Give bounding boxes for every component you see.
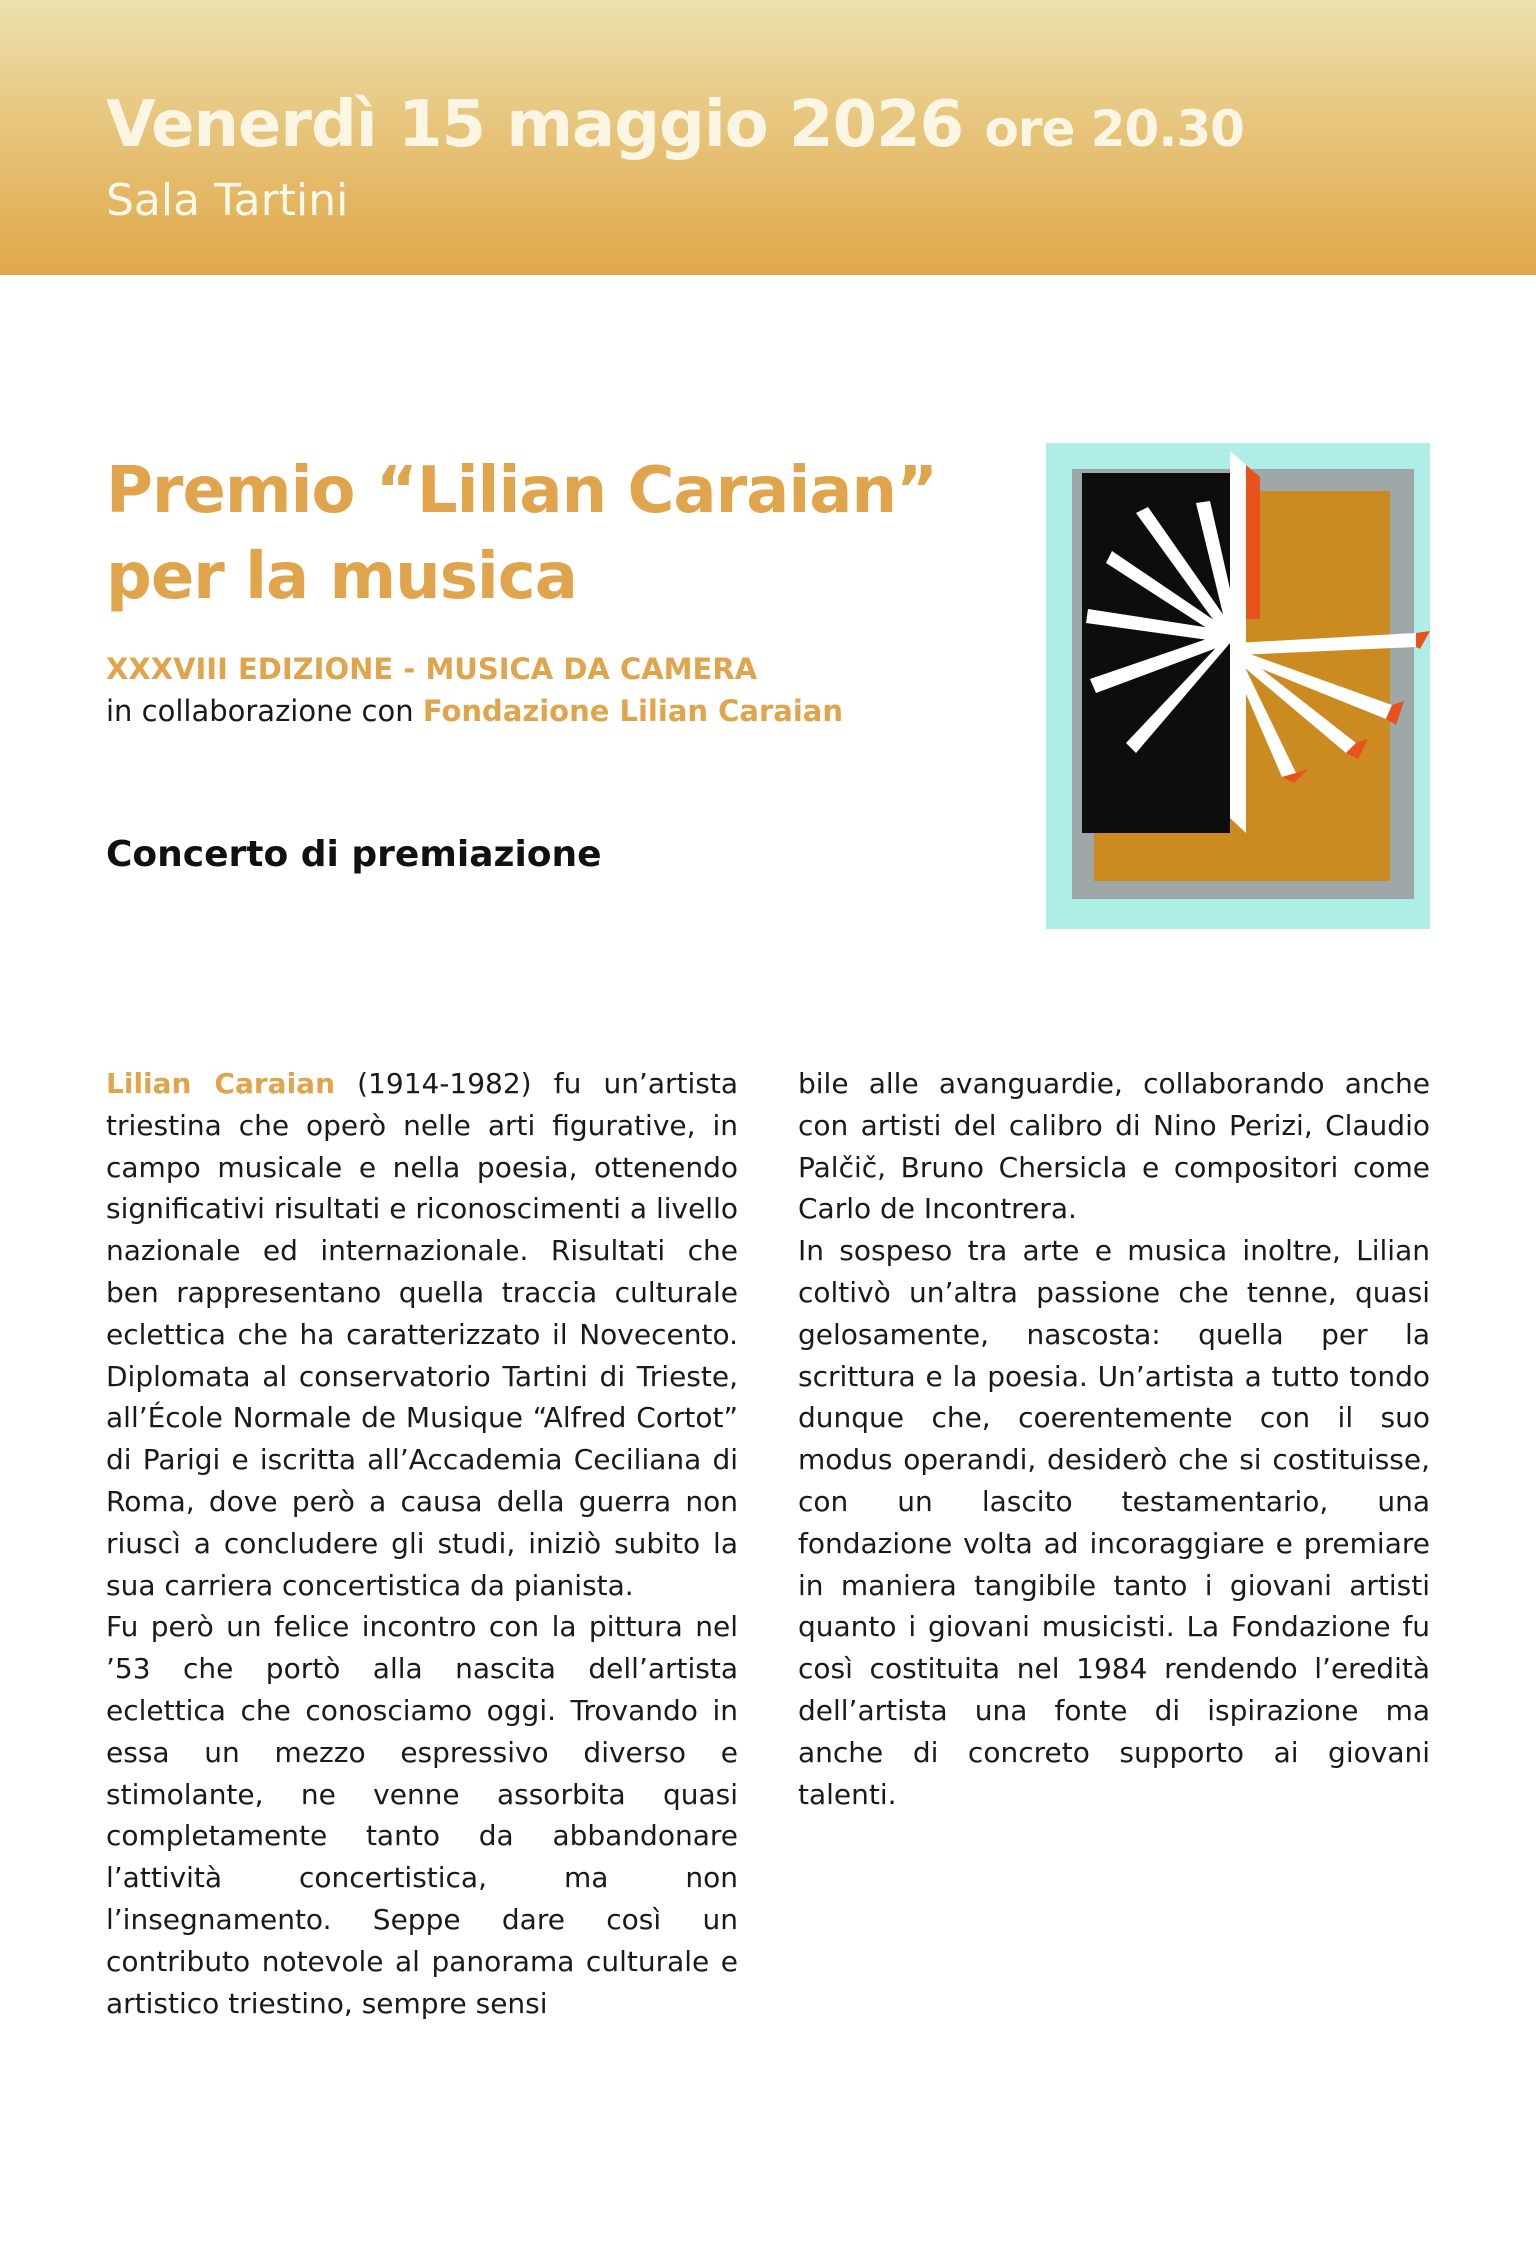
logo-white-bar xyxy=(1230,451,1246,833)
event-time: ore 20.30 xyxy=(984,100,1244,158)
event-title-line-2: per la musica xyxy=(106,540,577,614)
body-column-left xyxy=(106,1063,738,2024)
fondazione-lilian-caraian-logo xyxy=(1046,443,1430,929)
paragraph-2-continued: bile alle avanguardie, collaborando anche con artisti del calibro di Nino Perizi, Claudio Palčič, Bruno Chersicla e compositori come Carlo de Incontrera. xyxy=(798,1067,1430,1226)
event-venue: Sala Tartini xyxy=(106,175,349,226)
event-title xyxy=(106,448,937,620)
collaboration-line xyxy=(106,694,843,728)
edition-label: XXXVIII EDIZIONE - MUSICA DA CAMERA xyxy=(106,652,758,686)
foundation-name: Fondazione Lilian Caraian xyxy=(422,694,844,728)
event-title-line-1: Premio “Lilian Caraian” xyxy=(106,454,938,528)
concert-subtitle: Concerto di premiazione xyxy=(106,834,602,875)
header-banner xyxy=(0,0,1536,275)
body-column-right xyxy=(798,1063,1430,1815)
logo-orange-edge xyxy=(1246,465,1260,619)
paragraph-1-text: (1914-1982) fu un’artista triestina che operò nelle arti figurative, in campo musicale e nella poesia, ottenendo significativi risultati e riconoscimenti a livello nazionale ed internazionale. Risultati che ben rappresentano quella traccia culturale eclettica che ha caratterizzato il Novecento. Diplomata al conservatorio Tartini di Trieste, all’École Normale de Musique “Alfred Cortot” di Parigi e iscritta all’Accademia Ceciliana di Roma, dove però a causa della guerra non riuscì a concludere gli studi, iniziò subito la sua carriera concertistica da pianista. xyxy=(106,1067,738,1602)
collaboration-prefix: in collaborazione con xyxy=(106,694,414,728)
paragraph-1 xyxy=(106,1063,738,1606)
paragraph-3: In sospeso tra arte e musica inoltre, Lilian coltivò un’altra passione che tenne, quasi gelosamente, nascosta: quella per la scrittura e la poesia. Un’artista a tutto tondo dunque che, coerentemente con il suo modus operandi, desiderò che si costituisse, con un lascito testamentario, una fondazione volta ad incoraggiare e premiare in maniera tangibile tanto i giovani artisti quanto i giovani musicisti. La Fondazione fu così costituita nel 1984 rendendo l’eredità dell’artista una fonte di ispirazione ma anche di concreto supporto ai giovani talenti. xyxy=(798,1234,1430,1811)
event-date-day: Venerdì 15 maggio 2026 xyxy=(106,88,964,162)
artist-name: Lilian Caraian xyxy=(106,1067,336,1100)
paragraph-2: Fu però un felice incontro con la pittura nel ’53 che portò alla nascita dell’artista eclettica che conosciamo oggi. Trovando in essa un mezzo espressivo diverso e stimolante, ne venne assorbita quasi completamente tanto da abbandonare l’attività concertistica, ma non l’insegnamento. Seppe dare così un contributo notevole al panorama culturale e artistico triestino, sempre sensi xyxy=(106,1610,738,2020)
event-date xyxy=(106,88,1244,162)
